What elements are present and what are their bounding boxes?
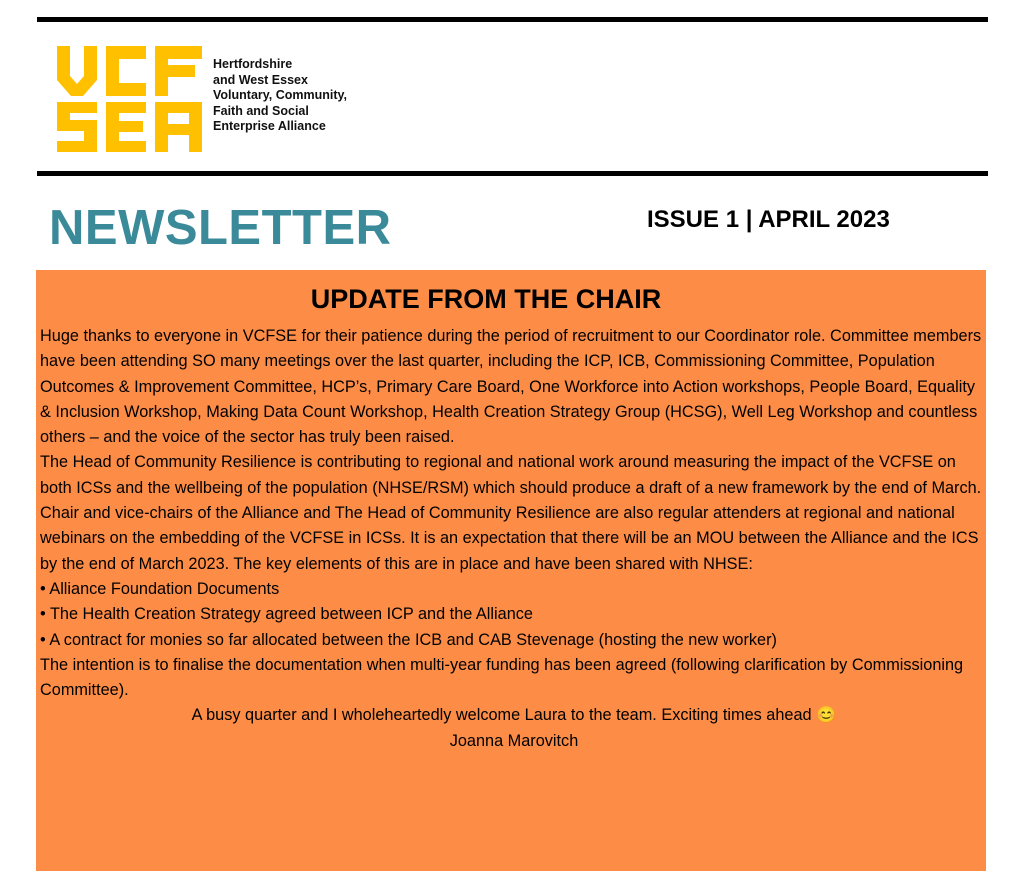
logo-text [213,57,383,135]
signature: Joanna Marovitch [449,731,579,750]
chair-update-panel [36,270,986,871]
logo-text-line: Faith and Social [213,103,309,118]
vcfsea-logo-mark [57,46,207,152]
top-rule [37,17,988,22]
closing-paragraph: The intention is to finalise the documentation when multi-year funding has been agreed (following clarification by Commissioning Committee). [40,655,964,700]
article-heading: UPDATE FROM THE CHAIR [310,284,662,314]
logo [37,30,377,168]
issue-label: ISSUE 1 | APRIL 2023 [647,206,890,233]
header-rule [37,171,988,176]
closing-line: A busy quarter and I wholeheartedly welcome Laura to the team. Exciting times ahead 😊 [191,706,837,725]
bullet-item: • Alliance Foundation Documents [40,577,988,602]
newsletter-title: NEWSLETTER [49,201,392,255]
article-paragraph: Chair and vice-chairs of the Alliance and The Head of Community Resilience are also regular attenders at regional and national webinars on the embedding of the VCFSE in ICSs. It is an expectation that there will be an MOU between the Alliance and the ICS by the end of March 2023. The key elements of this are in place and have been shared with NHSE: [40,504,979,573]
logo-text-line: and West Essex [213,72,308,87]
article-paragraph: The Head of Community Resilience is contributing to regional and national work around measuring the impact of the VCFSE on both ICSs and the wellbeing of the population (NHSE/RSM) which should produce a draft of a new framework by the end of March. [40,453,982,497]
bullet-item: • The Health Creation Strategy agreed between ICP and the Alliance [40,602,988,627]
logo-text-line: Enterprise Alliance [213,119,326,133]
article-paragraph: Huge thanks to everyone in VCFSE for their patience during the period of recruitment to our Coordinator role. Committee members have been attending SO many meetings over the last quarter, including the ICP, ICB, Commissioning Committee, Population Outcomes & Improvement Committee, HCP’s, Primary Care Board, One Workforce into Action workshops, People Board, Equality & Inclusion Workshop, Making Data Count Workshop, Health Creation Strategy Group (HCSG), Well Leg Workshop and countless others – and the voice of the sector has truly been raised. [40,327,982,447]
bullet-item: • A contract for monies so far allocated between the ICB and CAB Stevenage (hosting the new worker) [40,628,988,653]
logo-text-line: Hertfordshire [213,57,293,71]
article-body [40,324,988,754]
logo-text-line: Voluntary, Community, [213,88,348,102]
